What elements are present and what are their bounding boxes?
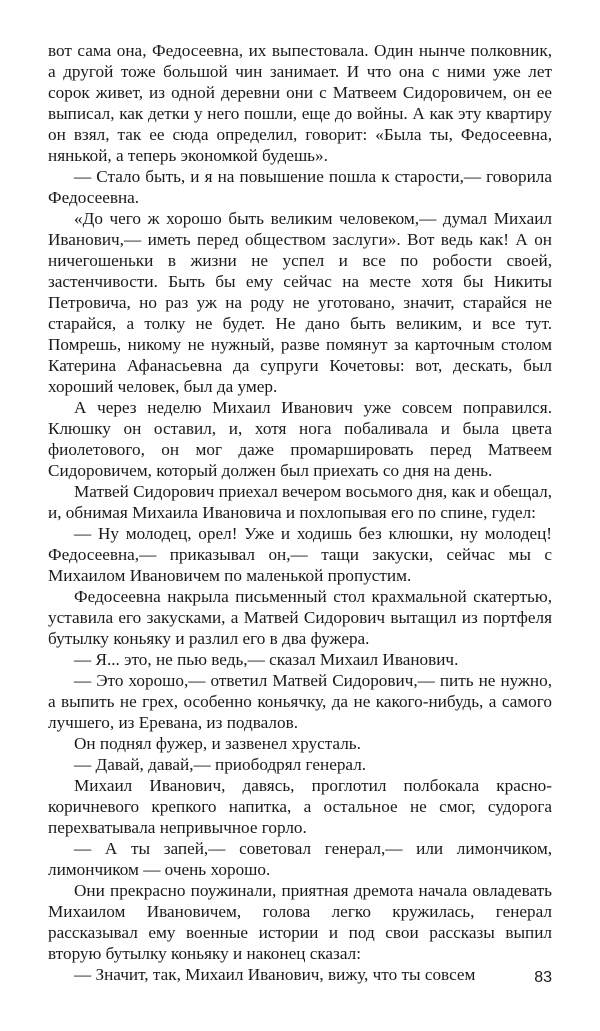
paragraph-1: вот сама она, Федосеевна, их выпестовала. Один нынче полковник, а другой тоже большой чин занимает. И что она с ними уже лет сорок живет, из одной деревни они с Матвеем Сидоровичем, он ее выписал, как детки у него пошли, еще до войны. А как эту квартиру он взял, так ее сюда определил, говорит: «Была ты, Федосеевна, нянькой, а теперь экономкой будешь». [48, 41, 552, 165]
paragraph-7: Федосеевна накрыла письменный стол крахмальной скатертью, уставила его закусками, а Матвей Сидорович вытащил из портфеля бутылку коньяку и разлил его в два фужера. [48, 587, 552, 648]
paragraph-11: — Давай, давай,— приободрял генерал. [74, 755, 367, 774]
paragraph-12: Михаил Иванович, давясь, проглотил полбокала красно-коричневого крепкого напитка, а остальное не смог, судорога перехватывала непривычное горло. [48, 776, 552, 837]
page-number: 83 [534, 969, 552, 986]
paragraph-8: — Я... это, не пью ведь,— сказал Михаил Иванович. [74, 650, 459, 669]
paragraph-9: — Это хорошо,— ответил Матвей Сидорович,— пить не нужно, а выпить не грех, особенно коньячку, да не какого-нибудь, а самого лучшего, из Еревана, из подвалов. [48, 671, 552, 732]
paragraph-10: Он поднял фужер, и зазвенел хрусталь. [74, 734, 361, 753]
paragraph-13: — А ты запей,— советовал генерал,— или лимончиком, лимончиком — очень хорошо. [48, 839, 552, 879]
paragraph-3: «До чего ж хорошо быть великим человеком,— думал Михаил Иванович,— иметь перед обществом заслуги». Вот ведь как! А он ничегошеньки в жизни не успел и все по робости своей, застенчивости. Быть бы ему сейчас на месте хотя бы Никиты Петровича, но раз уж на роду не уготовано, значит, старайся не старайся, а толку не будет. Не дано быть великим, и все тут. Помрешь, никому не нужный, разве помянут за карточным столом Катерина Афанасьевна да супруги Кочетовы: вот, дескать, был хороший человек, был да умер. [48, 209, 552, 396]
page-text [48, 40, 552, 985]
paragraph-4: А через неделю Михаил Иванович уже совсем поправился. Клюшку он оставил, и, хотя нога побаливала и была цвета фиолетового, он мог даже промаршировать перед Матвеем Сидоровичем, который должен был приехать со дня на день. [48, 398, 552, 480]
paragraph-15: — Значит, так, Михаил Иванович, вижу, что ты совсем [74, 965, 476, 984]
paragraph-5: Матвей Сидорович приехал вечером восьмого дня, как и обещал, и, обнимая Михаила Ивановича и похлопывая его по спине, гудел: [48, 482, 552, 522]
paragraph-14: Они прекрасно поужинали, приятная дремота начала овладевать Михаилом Ивановичем, голова легко кружилась, генерал рассказывал ему военные истории и под свои рассказы выпил вторую бутылку коньяку и наконец сказал: [48, 881, 552, 963]
paragraph-6: — Ну молодец, орел! Уже и ходишь без клюшки, ну молодец! Федосеевна,— приказывал он,— тащи закуски, сейчас мы с Михаилом Ивановичем по маленькой пропустим. [48, 524, 552, 585]
paragraph-2: — Стало быть, и я на повышение пошла к старости,— говорила Федосеевна. [48, 167, 552, 207]
